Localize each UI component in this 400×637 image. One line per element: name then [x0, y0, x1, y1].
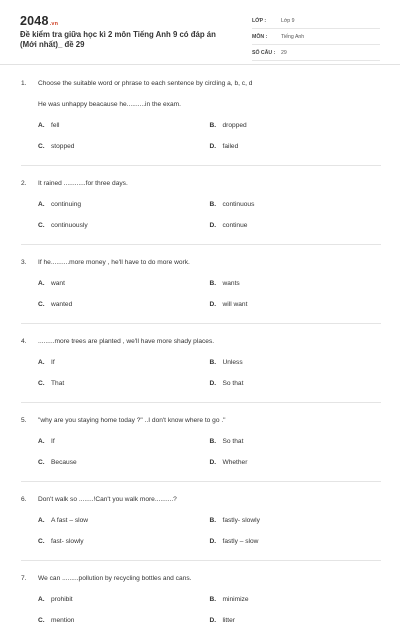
question-text: If he..........more money , he'll have to do more work. — [38, 259, 190, 266]
option-a[interactable] — [38, 516, 210, 537]
options — [38, 516, 381, 558]
option-d[interactable] — [210, 379, 382, 400]
option-text: If — [51, 359, 55, 366]
option-text: dropped — [222, 122, 247, 129]
question-1 — [21, 79, 381, 166]
meta-row-count — [252, 45, 380, 61]
question-4 — [21, 337, 381, 403]
option-a[interactable] — [38, 437, 210, 458]
option-c[interactable] — [38, 379, 210, 400]
option-d[interactable] — [210, 221, 382, 242]
question-number: 6. — [21, 496, 27, 503]
question-number: 4. — [21, 338, 27, 345]
meta-row-class — [252, 13, 380, 29]
question-number: 1. — [21, 80, 27, 87]
question-7 — [21, 574, 381, 637]
option-text: will want — [222, 301, 248, 308]
option-text: stopped — [51, 143, 75, 150]
option-letter: D. — [209, 538, 217, 545]
option-text: fastly – slow — [222, 538, 259, 545]
question-6 — [21, 495, 381, 561]
question-text: Choose the suitable word or phrase to each sentence by circling a, b, c, d — [38, 80, 253, 87]
option-text: continuous — [222, 201, 255, 208]
option-d[interactable] — [210, 537, 382, 558]
option-letter: B. — [209, 201, 217, 208]
option-letter: C. — [38, 459, 45, 466]
option-b[interactable] — [210, 121, 382, 142]
option-text: prohibit — [51, 596, 73, 603]
option-d[interactable] — [210, 458, 382, 479]
divider — [21, 402, 381, 403]
option-text: failed — [222, 143, 239, 150]
option-letter: C. — [38, 380, 45, 387]
option-b[interactable] — [210, 595, 382, 616]
option-letter: D. — [209, 380, 217, 387]
option-text: litter — [222, 617, 235, 624]
option-letter: A. — [38, 122, 45, 129]
option-text: continue — [222, 222, 248, 229]
meta-row-subject — [252, 29, 380, 45]
option-letter: C. — [38, 617, 45, 624]
page-title: Đề kiểm tra giữa học kì 2 môn Tiếng Anh 9 có đáp án (Mới nhất)_ đề 29 — [20, 30, 216, 49]
option-c[interactable] — [38, 616, 210, 637]
option-letter: C. — [38, 301, 45, 308]
site-logo[interactable] — [20, 14, 58, 28]
question-list — [0, 65, 400, 637]
question-3 — [21, 258, 381, 324]
option-c[interactable] — [38, 300, 210, 321]
option-letter: D. — [209, 617, 217, 624]
option-letter: D. — [209, 143, 217, 150]
question-text: .........more trees are planted , we'll have more shady places. — [38, 338, 215, 345]
options — [38, 121, 381, 163]
option-text: That — [51, 380, 65, 387]
question-number: 7. — [21, 575, 27, 582]
options — [38, 358, 381, 400]
option-d[interactable] — [210, 616, 382, 637]
option-letter: D. — [209, 301, 217, 308]
option-a[interactable] — [38, 279, 210, 300]
option-text: If — [51, 438, 55, 445]
option-c[interactable] — [38, 221, 210, 242]
option-text: minimize — [222, 596, 249, 603]
page-header — [0, 0, 400, 65]
option-letter: A. — [38, 596, 45, 603]
option-b[interactable] — [210, 437, 382, 458]
options — [38, 200, 381, 242]
meta-table — [252, 13, 380, 61]
option-d[interactable] — [210, 300, 382, 321]
option-text: wants — [222, 280, 240, 287]
options — [38, 595, 381, 637]
divider — [21, 560, 381, 561]
option-letter: A. — [38, 517, 45, 524]
option-text: want — [51, 280, 65, 287]
option-letter: A. — [38, 438, 45, 445]
question-text: We can .........pollution by recycling bottles and cans. — [38, 575, 192, 582]
option-letter: A. — [38, 359, 45, 366]
question-text: It rained ............for three days. — [38, 180, 128, 187]
logo-main: 2048 — [20, 14, 49, 28]
question-sentence: He was unhappy beacause he..........in the exam. — [38, 101, 181, 108]
option-text: fastly- slowly — [222, 517, 260, 524]
option-text: Unless — [222, 359, 243, 366]
question-number: 5. — [21, 417, 27, 424]
divider — [21, 323, 381, 324]
option-a[interactable] — [38, 121, 210, 142]
question-text: "why are you staying home today ?" ..I don't know where to go ." — [38, 417, 226, 424]
option-text: So that — [222, 438, 244, 445]
option-b[interactable] — [210, 200, 382, 221]
option-text: So that — [222, 380, 244, 387]
logo-sub: .vn — [49, 21, 59, 27]
option-letter: A. — [38, 280, 45, 287]
option-text: mention — [51, 617, 75, 624]
option-letter: B. — [209, 280, 217, 287]
option-text: fast- slowly — [51, 538, 84, 545]
meta-key: MÔN : — [252, 33, 268, 40]
divider — [21, 481, 381, 482]
option-text: continuously — [51, 222, 88, 229]
option-letter: D. — [209, 459, 217, 466]
option-b[interactable] — [210, 279, 382, 300]
divider — [21, 244, 381, 245]
option-text: Because — [51, 459, 77, 466]
option-d[interactable] — [210, 142, 382, 163]
option-text: Whether — [222, 459, 248, 466]
question-number: 3. — [21, 259, 27, 266]
option-b[interactable] — [210, 358, 382, 379]
option-c[interactable] — [38, 537, 210, 558]
option-letter: C. — [38, 538, 45, 545]
question-2 — [21, 179, 381, 245]
option-b[interactable] — [210, 516, 382, 537]
option-letter: B. — [209, 359, 217, 366]
option-c[interactable] — [38, 142, 210, 163]
option-a[interactable] — [38, 200, 210, 221]
option-text: wanted — [51, 301, 73, 308]
option-letter: C. — [38, 143, 45, 150]
option-letter: B. — [209, 596, 217, 603]
meta-value: Lớp 9 — [281, 17, 295, 24]
meta-value: 29 — [281, 49, 287, 56]
option-c[interactable] — [38, 458, 210, 479]
meta-key: LỚP : — [252, 17, 267, 24]
option-letter: A. — [38, 201, 45, 208]
option-letter: B. — [209, 122, 217, 129]
options — [38, 279, 381, 321]
option-text: A fast – slow — [51, 517, 89, 524]
divider — [21, 165, 381, 166]
option-letter: B. — [209, 517, 217, 524]
meta-key: SỐ CÂU : — [252, 49, 276, 56]
option-letter: B. — [209, 438, 217, 445]
option-letter: D. — [209, 222, 217, 229]
option-text: continuing — [51, 201, 82, 208]
options — [38, 437, 381, 479]
option-text: fell — [51, 122, 60, 129]
meta-value: Tiếng Anh — [281, 33, 305, 40]
option-letter: C. — [38, 222, 45, 229]
question-5 — [21, 416, 381, 482]
question-number: 2. — [21, 180, 27, 187]
option-a[interactable] — [38, 595, 210, 616]
option-a[interactable] — [38, 358, 210, 379]
question-text: Don't walk so ........!Can't you walk more..........? — [38, 496, 177, 503]
